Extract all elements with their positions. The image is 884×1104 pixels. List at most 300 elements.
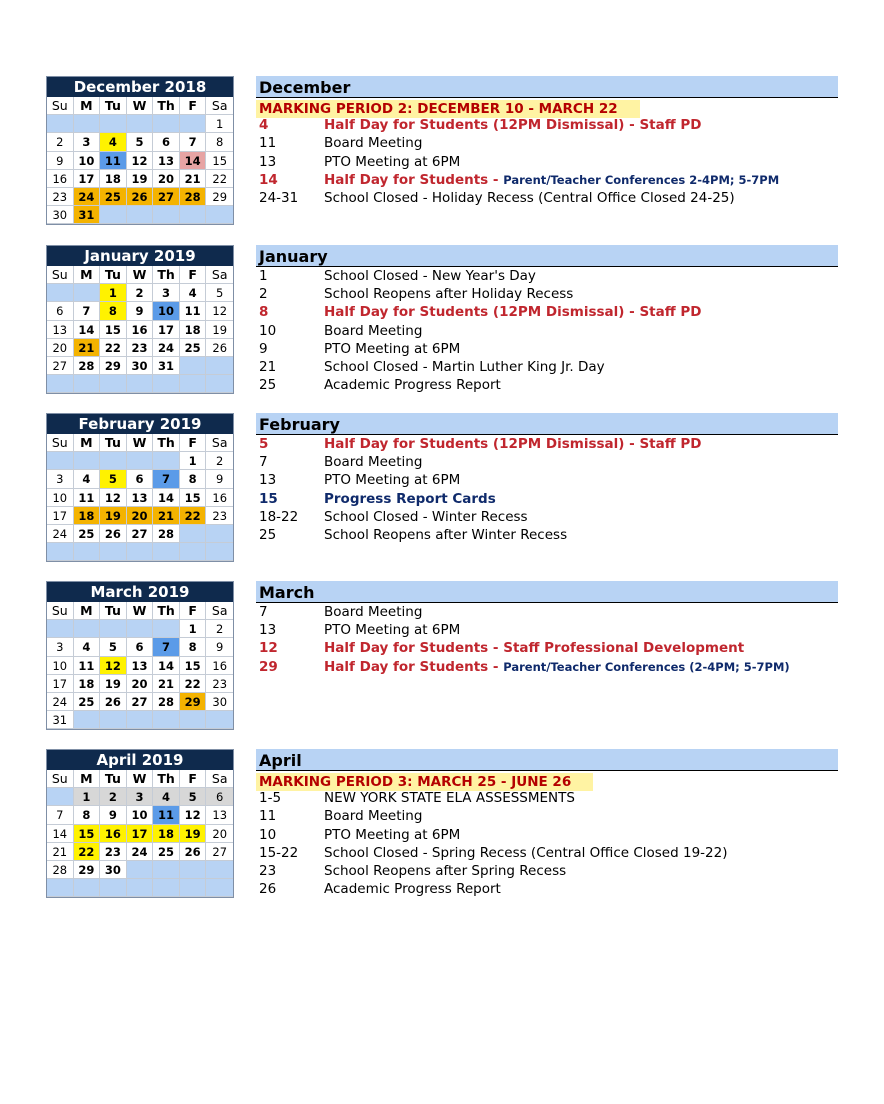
weekday-header: Su — [47, 770, 74, 788]
event-date: 12 — [259, 640, 278, 657]
event-date: 13 — [259, 153, 277, 170]
event-description: PTO Meeting at 6PM — [324, 153, 461, 170]
day-cell: 5 — [100, 638, 127, 656]
empty-day-cell — [74, 452, 101, 470]
event-row — [256, 376, 838, 394]
day-cell: 2 — [127, 284, 154, 302]
empty-day-cell — [47, 543, 74, 561]
empty-day-cell — [47, 375, 74, 393]
day-cell: 11 — [100, 152, 127, 170]
event-description: Board Meeting — [324, 454, 423, 471]
empty-day-cell — [153, 206, 180, 224]
day-cell: 9 — [100, 806, 127, 824]
day-cell: 24 — [127, 843, 154, 861]
calendar-title: April 2019 — [47, 750, 233, 770]
day-cell: 12 — [206, 302, 233, 320]
weekday-header: Su — [47, 266, 74, 284]
event-row — [256, 303, 838, 321]
calendar-grid — [47, 602, 233, 729]
day-cell: 1 — [100, 284, 127, 302]
day-cell: 13 — [47, 321, 74, 339]
day-cell: 22 — [74, 843, 101, 861]
event-date: 2 — [259, 286, 268, 303]
event-row — [256, 322, 838, 340]
day-cell: 27 — [127, 693, 154, 711]
day-cell: 14 — [47, 825, 74, 843]
day-cell: 24 — [47, 693, 74, 711]
empty-day-cell — [127, 879, 154, 897]
day-cell: 30 — [47, 206, 74, 224]
day-cell: 3 — [47, 638, 74, 656]
day-cell: 15 — [180, 657, 207, 675]
day-cell: 28 — [74, 357, 101, 375]
event-date: 7 — [259, 604, 268, 620]
day-cell: 26 — [127, 188, 154, 206]
day-cell: 8 — [74, 806, 101, 824]
day-cell: 3 — [74, 133, 101, 151]
day-cell: 23 — [206, 507, 233, 525]
event-list — [256, 76, 838, 207]
event-description: School Closed - Spring Recess (Central Office Closed 19-22) — [324, 844, 728, 861]
day-cell: 11 — [74, 489, 101, 507]
empty-day-cell — [47, 452, 74, 470]
day-cell: 13 — [127, 489, 154, 507]
empty-day-cell — [206, 357, 233, 375]
event-description: School Reopens after Spring Recess — [324, 862, 567, 879]
day-cell: 26 — [206, 339, 233, 357]
day-cell: 30 — [127, 357, 154, 375]
empty-day-cell — [127, 375, 154, 393]
day-cell: 10 — [47, 657, 74, 675]
day-cell: 29 — [74, 861, 101, 879]
empty-day-cell — [127, 620, 154, 638]
day-cell: 14 — [74, 321, 101, 339]
day-cell: 14 — [153, 657, 180, 675]
event-description: School Closed - Martin Luther King Jr. Day — [324, 358, 605, 375]
mini-calendar — [46, 581, 234, 730]
event-date: 18-22 — [259, 508, 299, 525]
day-cell: 6 — [153, 133, 180, 151]
calendar-grid — [47, 97, 233, 224]
event-date: 21 — [259, 358, 277, 375]
event-description: Half Day for Students - Staff Professional Development — [324, 640, 745, 657]
event-description: Board Meeting — [324, 322, 423, 339]
calendar-grid — [47, 434, 233, 561]
day-cell: 5 — [127, 133, 154, 151]
weekday-header: W — [127, 266, 154, 284]
event-row — [256, 134, 838, 152]
weekday-header: F — [180, 602, 207, 620]
event-date: 29 — [259, 658, 278, 675]
day-cell: 6 — [127, 638, 154, 656]
event-date: 5 — [259, 436, 269, 452]
empty-day-cell — [127, 861, 154, 879]
day-cell: 18 — [100, 170, 127, 188]
event-description: Half Day for Students (12PM Dismissal) - Staff PD — [324, 436, 702, 452]
weekday-header: W — [127, 602, 154, 620]
day-cell: 5 — [180, 788, 207, 806]
weekday-header: F — [180, 97, 207, 115]
event-description: School Closed - New Year's Day — [324, 268, 536, 284]
empty-day-cell — [153, 711, 180, 729]
event-row — [256, 862, 838, 880]
day-cell: 3 — [153, 284, 180, 302]
weekday-header: M — [74, 770, 101, 788]
empty-day-cell — [100, 452, 127, 470]
event-row — [256, 526, 838, 544]
day-cell: 16 — [47, 170, 74, 188]
empty-day-cell — [100, 206, 127, 224]
day-cell: 7 — [180, 133, 207, 151]
day-cell: 21 — [47, 843, 74, 861]
empty-day-cell — [180, 861, 207, 879]
day-cell: 3 — [47, 470, 74, 488]
day-cell: 27 — [206, 843, 233, 861]
event-date: 15-22 — [259, 844, 299, 861]
day-cell: 12 — [100, 489, 127, 507]
day-cell: 25 — [74, 693, 101, 711]
weekday-header: Sa — [206, 266, 233, 284]
event-row — [256, 658, 838, 676]
event-list — [256, 413, 838, 544]
event-date: 8 — [259, 304, 269, 321]
day-cell: 1 — [74, 788, 101, 806]
empty-day-cell — [153, 879, 180, 897]
event-date: 24-31 — [259, 189, 299, 206]
event-row — [256, 153, 838, 171]
empty-day-cell — [47, 620, 74, 638]
event-description: PTO Meeting at 6PM — [324, 826, 461, 843]
empty-day-cell — [127, 711, 154, 729]
empty-day-cell — [180, 375, 207, 393]
day-cell: 18 — [74, 675, 101, 693]
weekday-header: Tu — [100, 97, 127, 115]
day-cell: 15 — [74, 825, 101, 843]
day-cell: 11 — [153, 806, 180, 824]
event-date: 1 — [259, 268, 268, 284]
event-list — [256, 245, 838, 394]
calendar-title: March 2019 — [47, 582, 233, 602]
day-cell: 4 — [74, 470, 101, 488]
empty-day-cell — [180, 206, 207, 224]
weekday-header: Sa — [206, 770, 233, 788]
event-subnote: Parent/Teacher Conferences (2-4PM; 5-7PM) — [503, 659, 790, 674]
day-cell: 10 — [74, 152, 101, 170]
day-cell: 14 — [153, 489, 180, 507]
empty-day-cell — [100, 543, 127, 561]
day-cell: 8 — [180, 470, 207, 488]
weekday-header: Tu — [100, 434, 127, 452]
event-description: PTO Meeting at 6PM — [324, 340, 461, 357]
weekday-header: Th — [153, 602, 180, 620]
day-cell: 18 — [74, 507, 101, 525]
day-cell: 1 — [206, 115, 233, 133]
calendar-grid — [47, 770, 233, 897]
day-cell: 6 — [206, 788, 233, 806]
weekday-header: W — [127, 770, 154, 788]
day-cell: 9 — [206, 638, 233, 656]
day-cell: 18 — [180, 321, 207, 339]
day-cell: 12 — [100, 657, 127, 675]
empty-day-cell — [153, 375, 180, 393]
day-cell: 23 — [100, 843, 127, 861]
weekday-header: Tu — [100, 266, 127, 284]
event-date: 11 — [259, 135, 277, 152]
day-cell: 22 — [180, 507, 207, 525]
day-cell: 6 — [127, 470, 154, 488]
marking-period-banner: MARKING PERIOD 3: MARCH 25 - JUNE 26 — [256, 773, 593, 791]
empty-day-cell — [153, 115, 180, 133]
event-date: 25 — [259, 377, 277, 394]
empty-day-cell — [100, 375, 127, 393]
empty-day-cell — [47, 879, 74, 897]
empty-day-cell — [74, 879, 101, 897]
calendar-grid — [47, 266, 233, 393]
empty-day-cell — [206, 525, 233, 543]
event-description: Progress Report Cards — [324, 490, 496, 507]
day-cell: 20 — [127, 675, 154, 693]
day-cell: 13 — [206, 806, 233, 824]
day-cell: 31 — [153, 357, 180, 375]
empty-day-cell — [180, 357, 207, 375]
day-cell: 15 — [180, 489, 207, 507]
event-description: NEW YORK STATE ELA ASSESSMENTS — [324, 790, 575, 807]
weekday-header: F — [180, 434, 207, 452]
weekday-header: M — [74, 602, 101, 620]
event-description: Board Meeting — [324, 604, 423, 620]
event-description: PTO Meeting at 6PM — [324, 622, 461, 639]
day-cell: 13 — [127, 657, 154, 675]
day-cell: 12 — [180, 806, 207, 824]
month-header: April — [256, 749, 838, 771]
day-cell: 11 — [180, 302, 207, 320]
empty-day-cell — [153, 861, 180, 879]
day-cell: 25 — [100, 188, 127, 206]
day-cell: 19 — [206, 321, 233, 339]
day-cell: 24 — [47, 525, 74, 543]
empty-day-cell — [206, 861, 233, 879]
event-row — [256, 340, 838, 358]
day-cell: 4 — [100, 133, 127, 151]
weekday-header: Tu — [100, 602, 127, 620]
empty-day-cell — [74, 543, 101, 561]
event-row — [256, 826, 838, 844]
empty-day-cell — [206, 879, 233, 897]
event-description: School Reopens after Holiday Recess — [324, 286, 574, 303]
event-row — [256, 508, 838, 526]
day-cell: 12 — [127, 152, 154, 170]
mini-calendar — [46, 413, 234, 562]
empty-day-cell — [153, 543, 180, 561]
empty-day-cell — [180, 525, 207, 543]
event-row — [256, 807, 838, 825]
event-date: 9 — [259, 340, 268, 357]
day-cell: 8 — [100, 302, 127, 320]
event-list — [256, 581, 838, 676]
day-cell: 7 — [153, 638, 180, 656]
event-description: Academic Progress Report — [324, 881, 501, 898]
empty-day-cell — [47, 788, 74, 806]
day-cell: 21 — [180, 170, 207, 188]
event-date: 10 — [259, 826, 277, 843]
day-cell: 20 — [127, 507, 154, 525]
event-row — [256, 435, 838, 453]
day-cell: 22 — [180, 675, 207, 693]
day-cell: 19 — [100, 675, 127, 693]
event-description: Half Day for Students - — [324, 658, 504, 675]
mini-calendar — [46, 76, 234, 225]
day-cell: 29 — [206, 188, 233, 206]
day-cell: 19 — [180, 825, 207, 843]
empty-day-cell — [127, 115, 154, 133]
event-row — [256, 603, 838, 621]
event-date: 10 — [259, 322, 277, 339]
event-description: Academic Progress Report — [324, 377, 501, 394]
day-cell: 17 — [74, 170, 101, 188]
weekday-header: Sa — [206, 97, 233, 115]
day-cell: 10 — [153, 302, 180, 320]
day-cell: 27 — [127, 525, 154, 543]
event-list — [256, 749, 838, 898]
empty-day-cell — [206, 375, 233, 393]
month-header: January — [256, 245, 838, 267]
weekday-header: Su — [47, 602, 74, 620]
day-cell: 17 — [47, 675, 74, 693]
empty-day-cell — [206, 711, 233, 729]
event-row — [256, 639, 838, 657]
event-date: 14 — [259, 171, 278, 188]
day-cell: 23 — [206, 675, 233, 693]
day-cell: 23 — [127, 339, 154, 357]
weekday-header: Sa — [206, 602, 233, 620]
event-date: 13 — [259, 472, 277, 489]
empty-day-cell — [153, 452, 180, 470]
event-date: 7 — [259, 454, 268, 471]
weekday-header: Tu — [100, 770, 127, 788]
day-cell: 31 — [47, 711, 74, 729]
day-cell: 10 — [47, 489, 74, 507]
day-cell: 25 — [180, 339, 207, 357]
weekday-header: W — [127, 97, 154, 115]
day-cell: 26 — [180, 843, 207, 861]
empty-day-cell — [100, 879, 127, 897]
day-cell: 17 — [47, 507, 74, 525]
day-cell: 17 — [153, 321, 180, 339]
day-cell: 20 — [206, 825, 233, 843]
day-cell: 28 — [153, 525, 180, 543]
day-cell: 24 — [153, 339, 180, 357]
day-cell: 13 — [153, 152, 180, 170]
day-cell: 22 — [100, 339, 127, 357]
empty-day-cell — [206, 543, 233, 561]
event-date: 11 — [259, 808, 277, 825]
day-cell: 8 — [180, 638, 207, 656]
event-description: Half Day for Students (12PM Dismissal) - Staff PD — [324, 304, 702, 321]
month-header: March — [256, 581, 838, 603]
event-date: 13 — [259, 622, 277, 639]
day-cell: 30 — [206, 693, 233, 711]
event-subnote: Parent/Teacher Conferences 2-4PM; 5-7PM — [503, 172, 780, 187]
day-cell: 24 — [74, 188, 101, 206]
weekday-header: M — [74, 266, 101, 284]
event-date: 4 — [259, 117, 269, 134]
day-cell: 22 — [206, 170, 233, 188]
day-cell: 21 — [153, 675, 180, 693]
empty-day-cell — [180, 115, 207, 133]
event-description: School Closed - Holiday Recess (Central Office Closed 24-25) — [324, 189, 735, 206]
calendar-title: December 2018 — [47, 77, 233, 97]
empty-day-cell — [100, 115, 127, 133]
day-cell: 2 — [206, 452, 233, 470]
event-row — [256, 844, 838, 862]
day-cell: 1 — [180, 452, 207, 470]
day-cell: 30 — [100, 861, 127, 879]
day-cell: 1 — [180, 620, 207, 638]
day-cell: 2 — [47, 133, 74, 151]
event-date: 1-5 — [259, 790, 282, 807]
empty-day-cell — [47, 115, 74, 133]
day-cell: 21 — [74, 339, 101, 357]
day-cell: 20 — [153, 170, 180, 188]
calendar-title: February 2019 — [47, 414, 233, 434]
empty-day-cell — [180, 543, 207, 561]
event-date: 15 — [259, 490, 278, 507]
weekday-header: F — [180, 266, 207, 284]
empty-day-cell — [127, 452, 154, 470]
day-cell: 16 — [206, 657, 233, 675]
day-cell: 27 — [47, 357, 74, 375]
weekday-header: Sa — [206, 434, 233, 452]
day-cell: 5 — [206, 284, 233, 302]
event-row — [256, 171, 838, 189]
weekday-header: F — [180, 770, 207, 788]
day-cell: 26 — [100, 525, 127, 543]
month-header: December — [256, 76, 838, 98]
day-cell: 29 — [100, 357, 127, 375]
empty-day-cell — [127, 206, 154, 224]
weekday-header: Su — [47, 434, 74, 452]
day-cell: 2 — [206, 620, 233, 638]
day-cell: 17 — [127, 825, 154, 843]
empty-day-cell — [206, 206, 233, 224]
day-cell: 28 — [153, 693, 180, 711]
day-cell: 28 — [47, 861, 74, 879]
day-cell: 16 — [206, 489, 233, 507]
marking-period-banner: MARKING PERIOD 2: DECEMBER 10 - MARCH 22 — [256, 100, 640, 118]
day-cell: 3 — [127, 788, 154, 806]
calendar-title: January 2019 — [47, 246, 233, 266]
event-description: PTO Meeting at 6PM — [324, 472, 461, 489]
day-cell: 27 — [153, 188, 180, 206]
empty-day-cell — [180, 711, 207, 729]
day-cell: 2 — [100, 788, 127, 806]
event-description: Half Day for Students (12PM Dismissal) - Staff PD — [324, 117, 702, 134]
weekday-header: Th — [153, 770, 180, 788]
day-cell: 5 — [100, 470, 127, 488]
day-cell: 9 — [127, 302, 154, 320]
weekday-header: W — [127, 434, 154, 452]
empty-day-cell — [100, 620, 127, 638]
day-cell: 26 — [100, 693, 127, 711]
weekday-header: M — [74, 434, 101, 452]
event-row — [256, 189, 838, 207]
day-cell: 10 — [127, 806, 154, 824]
day-cell: 6 — [47, 302, 74, 320]
event-row — [256, 880, 838, 898]
event-row — [256, 453, 838, 471]
day-cell: 15 — [206, 152, 233, 170]
weekday-header: M — [74, 97, 101, 115]
